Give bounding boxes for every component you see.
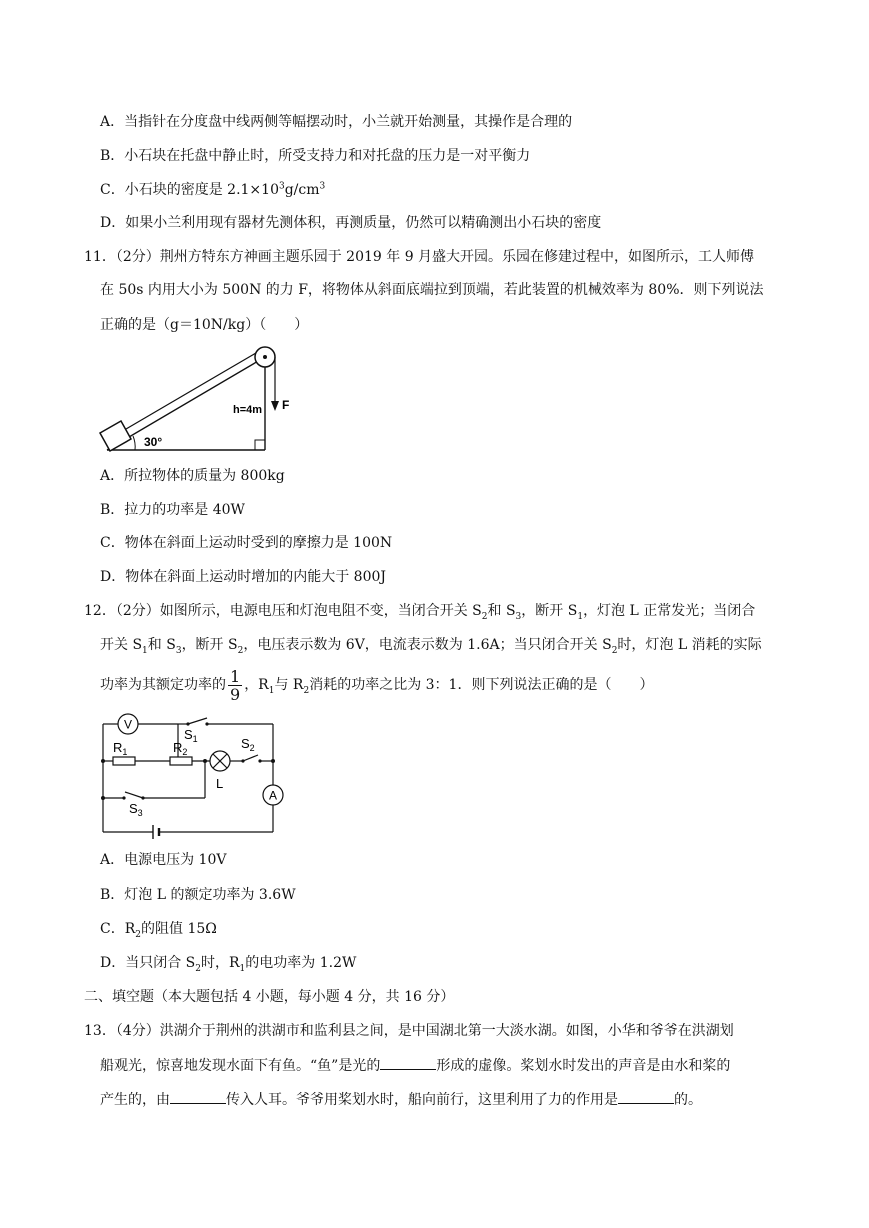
resistor-r1-icon bbox=[113, 757, 135, 765]
q11-option-b: B．拉力的功率是 40W bbox=[100, 502, 245, 518]
r2-label: $R_2$ bbox=[173, 740, 188, 757]
q11-option-c: C．物体在斜面上运动时受到的摩擦力是 100N bbox=[100, 535, 393, 551]
answer-blank[interactable] bbox=[170, 1089, 226, 1104]
q11-option-a: A．所拉物体的质量为 800kg bbox=[100, 468, 285, 484]
q11-stem-line3: 正确的是（g＝10N/kg）（ ） bbox=[100, 317, 309, 333]
voltmeter-icon bbox=[118, 714, 138, 734]
block-on-incline bbox=[100, 421, 131, 451]
s1-label: $S_1$ bbox=[184, 727, 198, 744]
svg-text:A: A bbox=[268, 788, 278, 803]
answer-blank[interactable] bbox=[380, 1055, 436, 1070]
q10-option-d: D．如果小兰利用现有器材先测体积，再测质量，仍然可以精确测出小石块的密度 bbox=[100, 215, 602, 231]
q11-option-d: D．物体在斜面上运动时增加的内能大于 800J bbox=[100, 569, 387, 585]
q12-option-d: D．当只闭合 $S_2$时，$R_1$的电功率为 1.2W bbox=[100, 955, 357, 974]
svg-text:V: V bbox=[123, 717, 133, 732]
q13-stem-line3: 产生的，由 传入人耳。爷爷用桨划水时，船向前行，这里利用了力的作用是 的。 bbox=[100, 1089, 702, 1110]
s2-label: $S_2$ bbox=[241, 736, 255, 753]
answer-blank[interactable] bbox=[618, 1089, 674, 1104]
s3-label: $S_3$ bbox=[129, 801, 143, 818]
resistor-r2-icon bbox=[170, 757, 192, 765]
q13-stem-line1: 13．（4分）洪湖介于荆州的洪湖市和监利县之间，是中国湖北第一大淡水湖。如图，小华和爷爷在洪湖划 bbox=[84, 1023, 734, 1039]
force-label: F bbox=[282, 398, 290, 412]
q10-option-b: B．小石块在托盘中静止时，所受支持力和对托盘的压力是一对平衡力 bbox=[100, 148, 531, 164]
q12-stem-line1: 12．（2分）如图所示，电源电压和灯泡电阻不变，当闭合开关 $S_2$和 $S_3$，断开 $S_1$，灯泡 L 正常发光；当闭合 bbox=[84, 603, 756, 622]
q10-option-a: A．当指针在分度盘中线两侧等幅摆动时，小兰就开始测量，其操作是合理的 bbox=[100, 114, 573, 130]
height-label: h=4m bbox=[233, 404, 263, 416]
pulley-icon bbox=[255, 347, 275, 367]
r1-label: $R_1$ bbox=[113, 740, 128, 757]
section-heading: 二、填空题（本大题包括 4 小题，每小题 4 分，共 16 分） bbox=[84, 989, 455, 1005]
q10-option-c: C．小石块的密度是 $2.1\times 10^3g/cm^3$ bbox=[100, 181, 326, 198]
q13-stem-line2: 船观光，惊喜地发现水面下有鱼。“鱼”是光的 形成的虚像。桨划水时发出的声音是由水和桨的 bbox=[100, 1055, 730, 1076]
incline-pulley-diagram bbox=[95, 343, 295, 458]
q12-stem-line2: 开关 $S_1$和 $S_3$，断开 $S_2$，电压表示数为 6V，电流表示数为 1.6A；当只闭合开关 $S_2$时，灯泡 L 消耗的实际 bbox=[100, 637, 762, 656]
q12-option-c: C．$R_2$的阻值 15Ω bbox=[100, 921, 217, 940]
q12-option-b: B．灯泡 L 的额定功率为 3.6W bbox=[100, 887, 296, 903]
q12-stem-line3: 功率为其额定功率的 $\frac{1}{9}$ ，$R_1$与 $R_2$消耗的功率之比为 3：1．则下列说法正确的是（ ） bbox=[100, 666, 654, 704]
fraction-one-ninth: $\frac{1}{9}$ bbox=[230, 666, 241, 704]
angle-label: 30° bbox=[144, 435, 163, 449]
circuit-diagram bbox=[95, 708, 295, 840]
battery-icon bbox=[153, 825, 159, 839]
force-arrow-icon bbox=[271, 401, 279, 411]
q12-option-a: A．电源电压为 10V bbox=[100, 852, 227, 868]
ammeter-icon bbox=[263, 785, 283, 805]
lamp-icon bbox=[210, 751, 230, 771]
q11-stem-line1: 11．（2分）荆州方特东方神画主题乐园于 2019 年 9 月盛大开园。乐园在修建过程中，如图所示，工人师傅 bbox=[84, 249, 755, 265]
q11-stem-line2: 在 50s 内用大小为 500N 的力 F，将物体从斜面底端拉到顶端，若此装置的机械效率为 80%．则下列说法 bbox=[100, 282, 764, 298]
lamp-label: L bbox=[216, 776, 224, 791]
